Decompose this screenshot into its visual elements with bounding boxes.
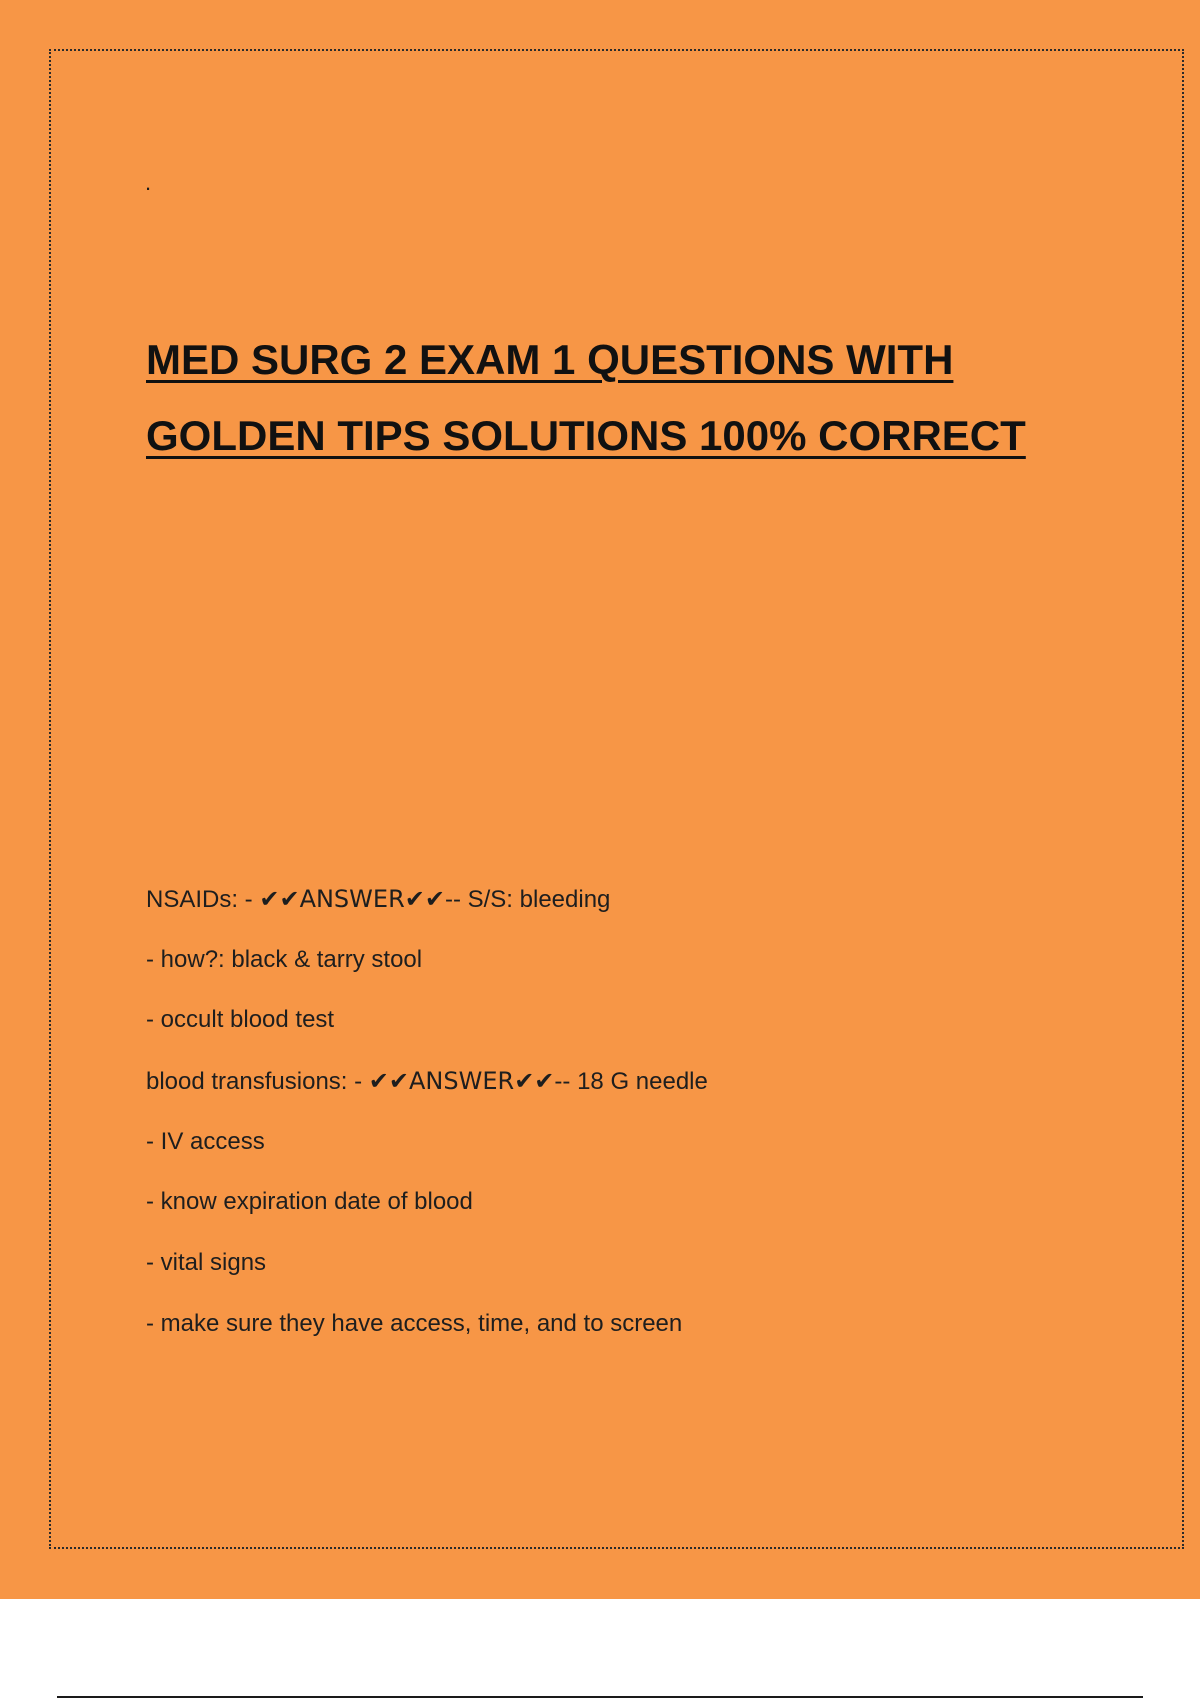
answer-marker: ✔✔ANSWER✔✔ xyxy=(259,885,445,913)
qa-detail-line: - occult blood test xyxy=(146,1006,335,1034)
qa-question-nsaids xyxy=(146,884,708,945)
title-line-1 xyxy=(146,322,1126,398)
qa-detail-line: - IV access xyxy=(146,1127,265,1155)
qa-detail-line: - know expiration date of blood xyxy=(146,1188,473,1216)
bottom-divider xyxy=(57,1696,1143,1698)
question-text: NSAIDs: - xyxy=(146,886,260,913)
qa-detail-line: - how?: black & tarry stool xyxy=(146,945,423,973)
qa-question-blood-transfusions xyxy=(146,1066,708,1127)
document-title xyxy=(146,322,1126,474)
title-line-2 xyxy=(146,398,1126,474)
answer-text: -- 18 G needle xyxy=(554,1068,708,1096)
stray-mark: . xyxy=(145,170,152,195)
qa-list xyxy=(146,884,708,1370)
qa-detail-line: - vital signs xyxy=(146,1249,267,1277)
qa-detail-line: - make sure they have access, time, and to screen xyxy=(146,1309,683,1337)
title-line-2-text: GOLDEN TIPS SOLUTIONS 100% CORRECT xyxy=(146,412,1026,459)
answer-text: -- S/S: bleeding xyxy=(444,886,611,913)
title-line-1-text: MED SURG 2 EXAM 1 QUESTIONS WITH xyxy=(146,336,954,383)
question-text: blood transfusions: - xyxy=(146,1068,369,1096)
answer-marker: ✔✔ANSWER✔✔ xyxy=(368,1067,555,1096)
